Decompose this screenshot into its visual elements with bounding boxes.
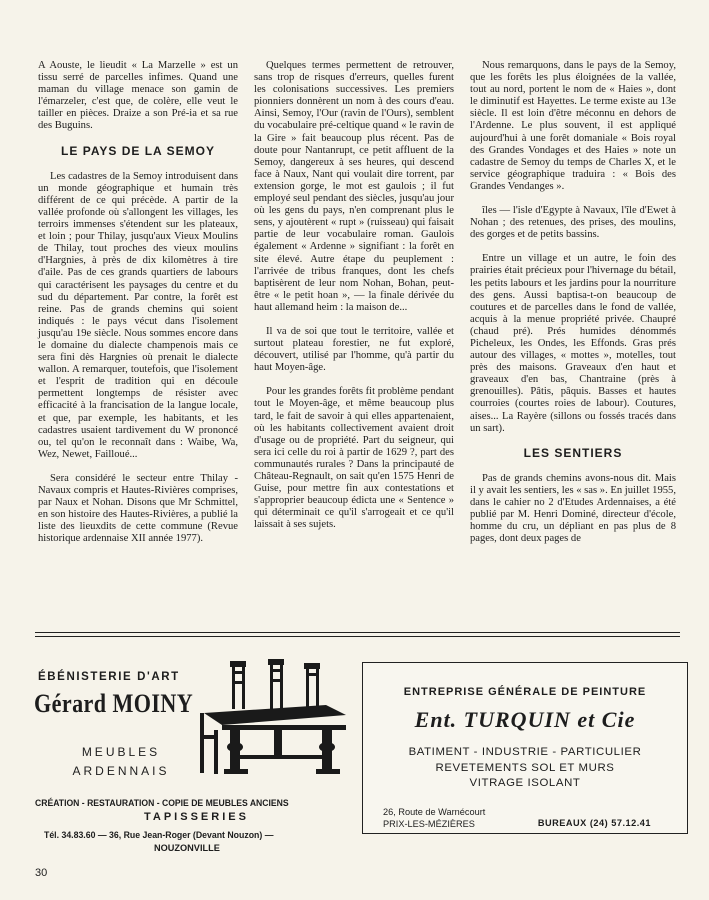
ad-line: ARDENNAIS xyxy=(72,764,170,778)
ad-line: VITRAGE ISOLANT xyxy=(469,777,581,789)
ad-phone: BUREAUX (24) 57.12.41 xyxy=(537,818,651,828)
ad-town: NOUZONVILLE xyxy=(154,843,220,853)
divider xyxy=(35,632,680,633)
ad-contact: Tél. 34.83.60 — 36, Rue Jean-Roger (Devant Nouzon) — xyxy=(44,830,274,840)
article-column-1 xyxy=(38,60,238,557)
ad-line: MEUBLES xyxy=(81,745,161,759)
ad-services: CRÉATION - RESTAURATION - COPIE DE MEUBLES ANCIENS xyxy=(35,797,289,808)
table-chairs-illustration xyxy=(200,655,350,785)
paragraph: Nous remarquons, dans le pays de la Semoy, que les forêts les plus éloignées de la vallée, tout au nord, portent le nom de « Haies », dont le diminutif est Hayettes. Le terme existe au 13e siècle. Il est loin d'être méconnu en dehors de l'Ardenne. Le plus souvent, il est appliqué aujourd'hui à une forêt domaniale « Bois royal des Grandes Vondages et des Haies » note un cadastre de Semoy du temps de Charles X, et le service géographique traduira : « Bois des Grandes Vendanges ». xyxy=(470,60,676,192)
ad-line: PRIX-LES-MÉZIÈRES xyxy=(383,819,475,829)
ad-tapisseries: TAPISSERIES xyxy=(144,811,249,823)
paragraph: Quelques termes permettent de retrouver, sans trop de risques d'erreurs, quelles furent les colonisations successives. Les premiers pionniers donnèrent un nom à des cours d'eau. Ainsi, Semoy, l'Our (ravin de l'Ours), semblent du vocabulaire pré-celtique quand « le ravin de la Gire » fait beaucoup plus récent. Pas de doute pour Nantanrupt, ce petit affluent de la Semoy, dangereux à ses heures, qui descend face à Naux, Nant qui voulait dire torrent, par extension gorge, le mot est gaulois ; il fut employé seul pendant des siècles, jusqu'au jour où les gens du pays, n'en comprenant plus le sens, y ajoutèrent « rupt » (ruisseau) qui faisait partie de leur vocabulaire roman. Gaulois également « Ardenne » signifiant : la forêt en site élevé. Autre étape du peuplement : l'arrivée de tribus franques, dont les chefs baptisèrent de leur nom Nohan, Bohan, peut-être « le petit hoan », — la finale dérivée du haut allemand heim : la maison de... xyxy=(254,60,454,313)
ad-line: BATIMENT - INDUSTRIE - PARTICULIER xyxy=(408,746,642,758)
article-column-3 xyxy=(470,60,676,557)
advertisement-moiny xyxy=(32,655,344,853)
paragraph: Pas de grands chemins avons-nous dit. Mais il y avait les sentiers, les « sas ». En juillet 1955, dans le cahier no 2 d'Etudes Ardennaises, a été publié par M. Henri Dominé, directeur d'école, homme du cru, un dépliant en pas plus de 8 pages, dont deux pages de xyxy=(470,472,676,545)
paragraph: Les cadastres de la Semoy introduisent dans un monde géographique et humain très différent de ce qui précède. A partir de la vallée profonde où s'allongent les villages, les terroirs immenses s'étendent sur les plateaux, et loin ; pour Thilay, jusqu'aux Vieux Moulins de Thilay, tout proches des vieux moulins d'Hargnies, à près de dix kilomètres à tire d'aile. Pas de ces grands quartiers de labours qui caractérisent les paysages du centre et du sud du département. Par contre, la forêt est reine. Pas de grands chemins qui soient indiqués : le pays vécut dans l'isolement jusqu'au 19e siècle. Nous sommes encore dans le domaine du dialecte champenois mais ce sera fini dès Hargnies où prenait le dialecte wallon. A remarquer, toutefois, que l'isolement et l'esprit de tradition qui en découle permettent longtemps de résister avec efficacité à la francisation de la langue locale, et que, par exemple, les habitants, et les cadastres usaient tardivement du W prononcé ou, tel qu'on le reconnaît dans : Waibe, Wa, Wez, Newet, Failloué... xyxy=(38,170,238,460)
ad-title: ENTREPRISE GÉNÉRALE DE PEINTURE xyxy=(403,686,647,698)
ad-title: ÉBÉNISTERIE D'ART xyxy=(38,671,180,683)
ad-subtitle xyxy=(46,743,196,781)
ad-brand-name: Gérard MOINY xyxy=(34,689,194,718)
paragraph: îles — l'isle d'Egypte à Navaux, l'île d'Ewet à Nohan ; des retenues, des prises, des moulins, des gorges et de petits bassins. xyxy=(470,205,676,241)
ad-activities xyxy=(363,745,687,792)
page-number: 30 xyxy=(35,867,48,879)
ad-line: 26, Route de Warnécourt xyxy=(383,807,486,817)
paragraph: Il va de soi que tout le territoire, vallée et surtout plateau forestier, ne fut exploré, découvert, utilisé par l'homme, qu'à partir du haut Moyen-âge. xyxy=(254,325,454,374)
paragraph: Pour les grandes forêts fit problème pendant tout le Moyen-âge, et même beaucoup plus tard, le fait de savoir à qui elles appartenaient, où les habitants collectivement avaient droit d'usage ou de propriété. Part du seigneur, qui sera ici celle du roi à partir de 1629 ?, part des communautés rurales ? Dans la principauté de Château-Regnault, on sait qu'en 1575 Henri de Guise, pour mettre fin aux contestations et s'approprier beaucoup édicta une « Sentence » qui déterminait ce qu'il s'arrogeait et ce qu'il laissait à ses sujets. xyxy=(254,386,454,531)
ad-line: REVETEMENTS SOL ET MURS xyxy=(435,761,615,774)
article-column-2 xyxy=(254,60,454,543)
paragraph: Entre un village et un autre, le foin des prairies était précieux pour l'hivernage du bétail, les petits labours et les jardins pour la nourriture des gens. Aussi baptisa-t-on beaucoup de coutures et de parcelles dans le fond de vallée, acquis à la menue propriété privée. Chaupré (chaud pré). Prés humides dénommés Picheleux, les Ondes, les Effonds. Gras prés autour des villages, « mottes », motelles, tout près des maisons. Graveaux d'en haut et graveaux d'en bas, Chantraine (près à grenouilles). Pâtis, pâquis. Basses et hautes courroies (courtes roies de labour). Coutures, aises... La Rayère (sillons ou fossés tracés dans un sart). xyxy=(470,253,676,434)
advertisement-turquin xyxy=(362,662,688,834)
ad-logo: Ent. TURQUIN et Cie xyxy=(414,707,636,732)
divider xyxy=(35,636,680,637)
ad-address xyxy=(383,806,485,830)
section-heading-sentiers: LES SENTIERS xyxy=(523,445,623,460)
paragraph: Sera considéré le secteur entre Thilay - Navaux compris et Hautes-Rivières comprises, par Naux et Nohan. Disons que Mr Schmittel, en son histoire des Hautes-Rivières, a publié la liste des lieuxdits de cette commune (Revue historique ardennaise XII année 1977). xyxy=(38,472,238,545)
section-heading-semoy: LE PAYS DE LA SEMOY xyxy=(61,143,215,158)
paragraph: A Aouste, le lieudit « La Marzelle » est un tissu serré de parcelles infimes. Quand une maman du village menace son gamin de l'émarzeler, c'est que, de colère, elle veut le tailler en pièces. Draize a son Pré-ia et sa rue des Buguins. xyxy=(38,60,238,132)
